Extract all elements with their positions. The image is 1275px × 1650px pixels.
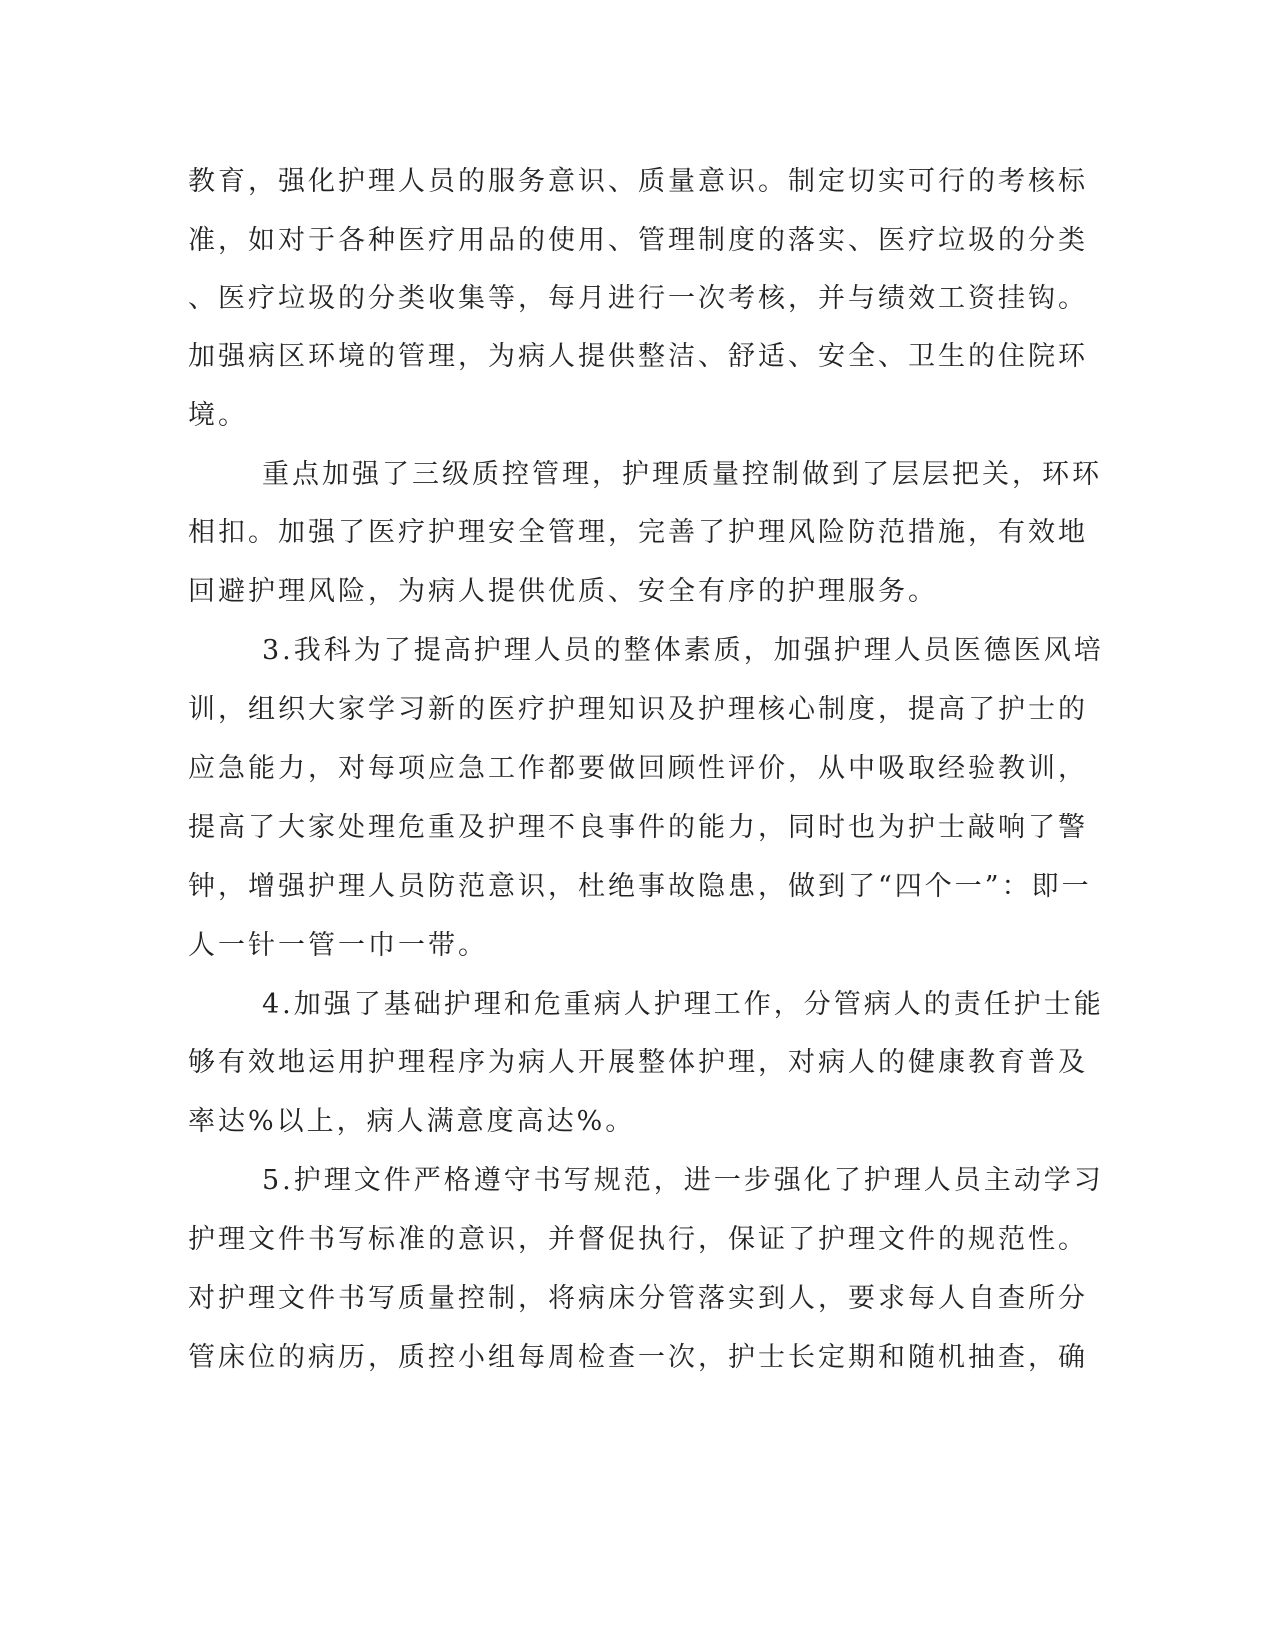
text-line: 对护理文件书写质量控制，将病床分管落实到人，要求每人自查所分 — [188, 1283, 1088, 1314]
paragraph-first-line: 3.我科为了提高护理人员的整体素质，加强护理人员医德医风培 — [262, 635, 1104, 666]
text-line: 回避护理风险，为病人提供优质、安全有序的护理服务。 — [188, 576, 938, 607]
text-line: 管床位的病历，质控小组每周检查一次，护士长定期和随机抽查，确 — [188, 1342, 1088, 1373]
paragraph-first-line: 4.加强了基础护理和危重病人护理工作，分管病人的责任护士能 — [262, 989, 1104, 1020]
text-line: 提高了大家处理危重及护理不良事件的能力，同时也为护士敲响了警 — [188, 812, 1088, 843]
text-line: 应急能力，对每项应急工作都要做回顾性评价，从中吸取经验教训， — [188, 753, 1088, 784]
text-line: 人一针一管一巾一带。 — [188, 930, 488, 961]
text-line: 训，组织大家学习新的医疗护理知识及护理核心制度，提高了护士的 — [188, 694, 1088, 725]
text-line: 护理文件书写标准的意识，并督促执行，保证了护理文件的规范性。 — [188, 1224, 1088, 1255]
text-line: 教育，强化护理人员的服务意识、质量意识。制定切实可行的考核标 — [188, 166, 1088, 197]
text-line: 境。 — [188, 400, 248, 431]
text-line: 准，如对于各种医疗用品的使用、管理制度的落实、医疗垃圾的分类 — [188, 225, 1088, 256]
text-line: 相扣。加强了医疗护理安全管理，完善了护理风险防范措施，有效地 — [188, 517, 1088, 548]
text-line: 钟，增强护理人员防范意识，杜绝事故隐患，做到了“四个一”：即一 — [188, 871, 1092, 902]
paragraph-first-line: 5.护理文件严格遵守书写规范，进一步强化了护理人员主动学习 — [262, 1165, 1104, 1196]
text-line: 加强病区环境的管理，为病人提供整洁、舒适、安全、卫生的住院环 — [188, 341, 1088, 372]
text-line: 、医疗垃圾的分类收集等，每月进行一次考核，并与绩效工资挂钩。 — [188, 283, 1088, 314]
text-line: 率达%以上，病人满意度高达%。 — [188, 1106, 636, 1137]
paragraph-first-line: 重点加强了三级质控管理，护理质量控制做到了层层把关，环环 — [262, 459, 1102, 490]
text-line: 够有效地运用护理程序为病人开展整体护理，对病人的健康教育普及 — [188, 1047, 1088, 1078]
